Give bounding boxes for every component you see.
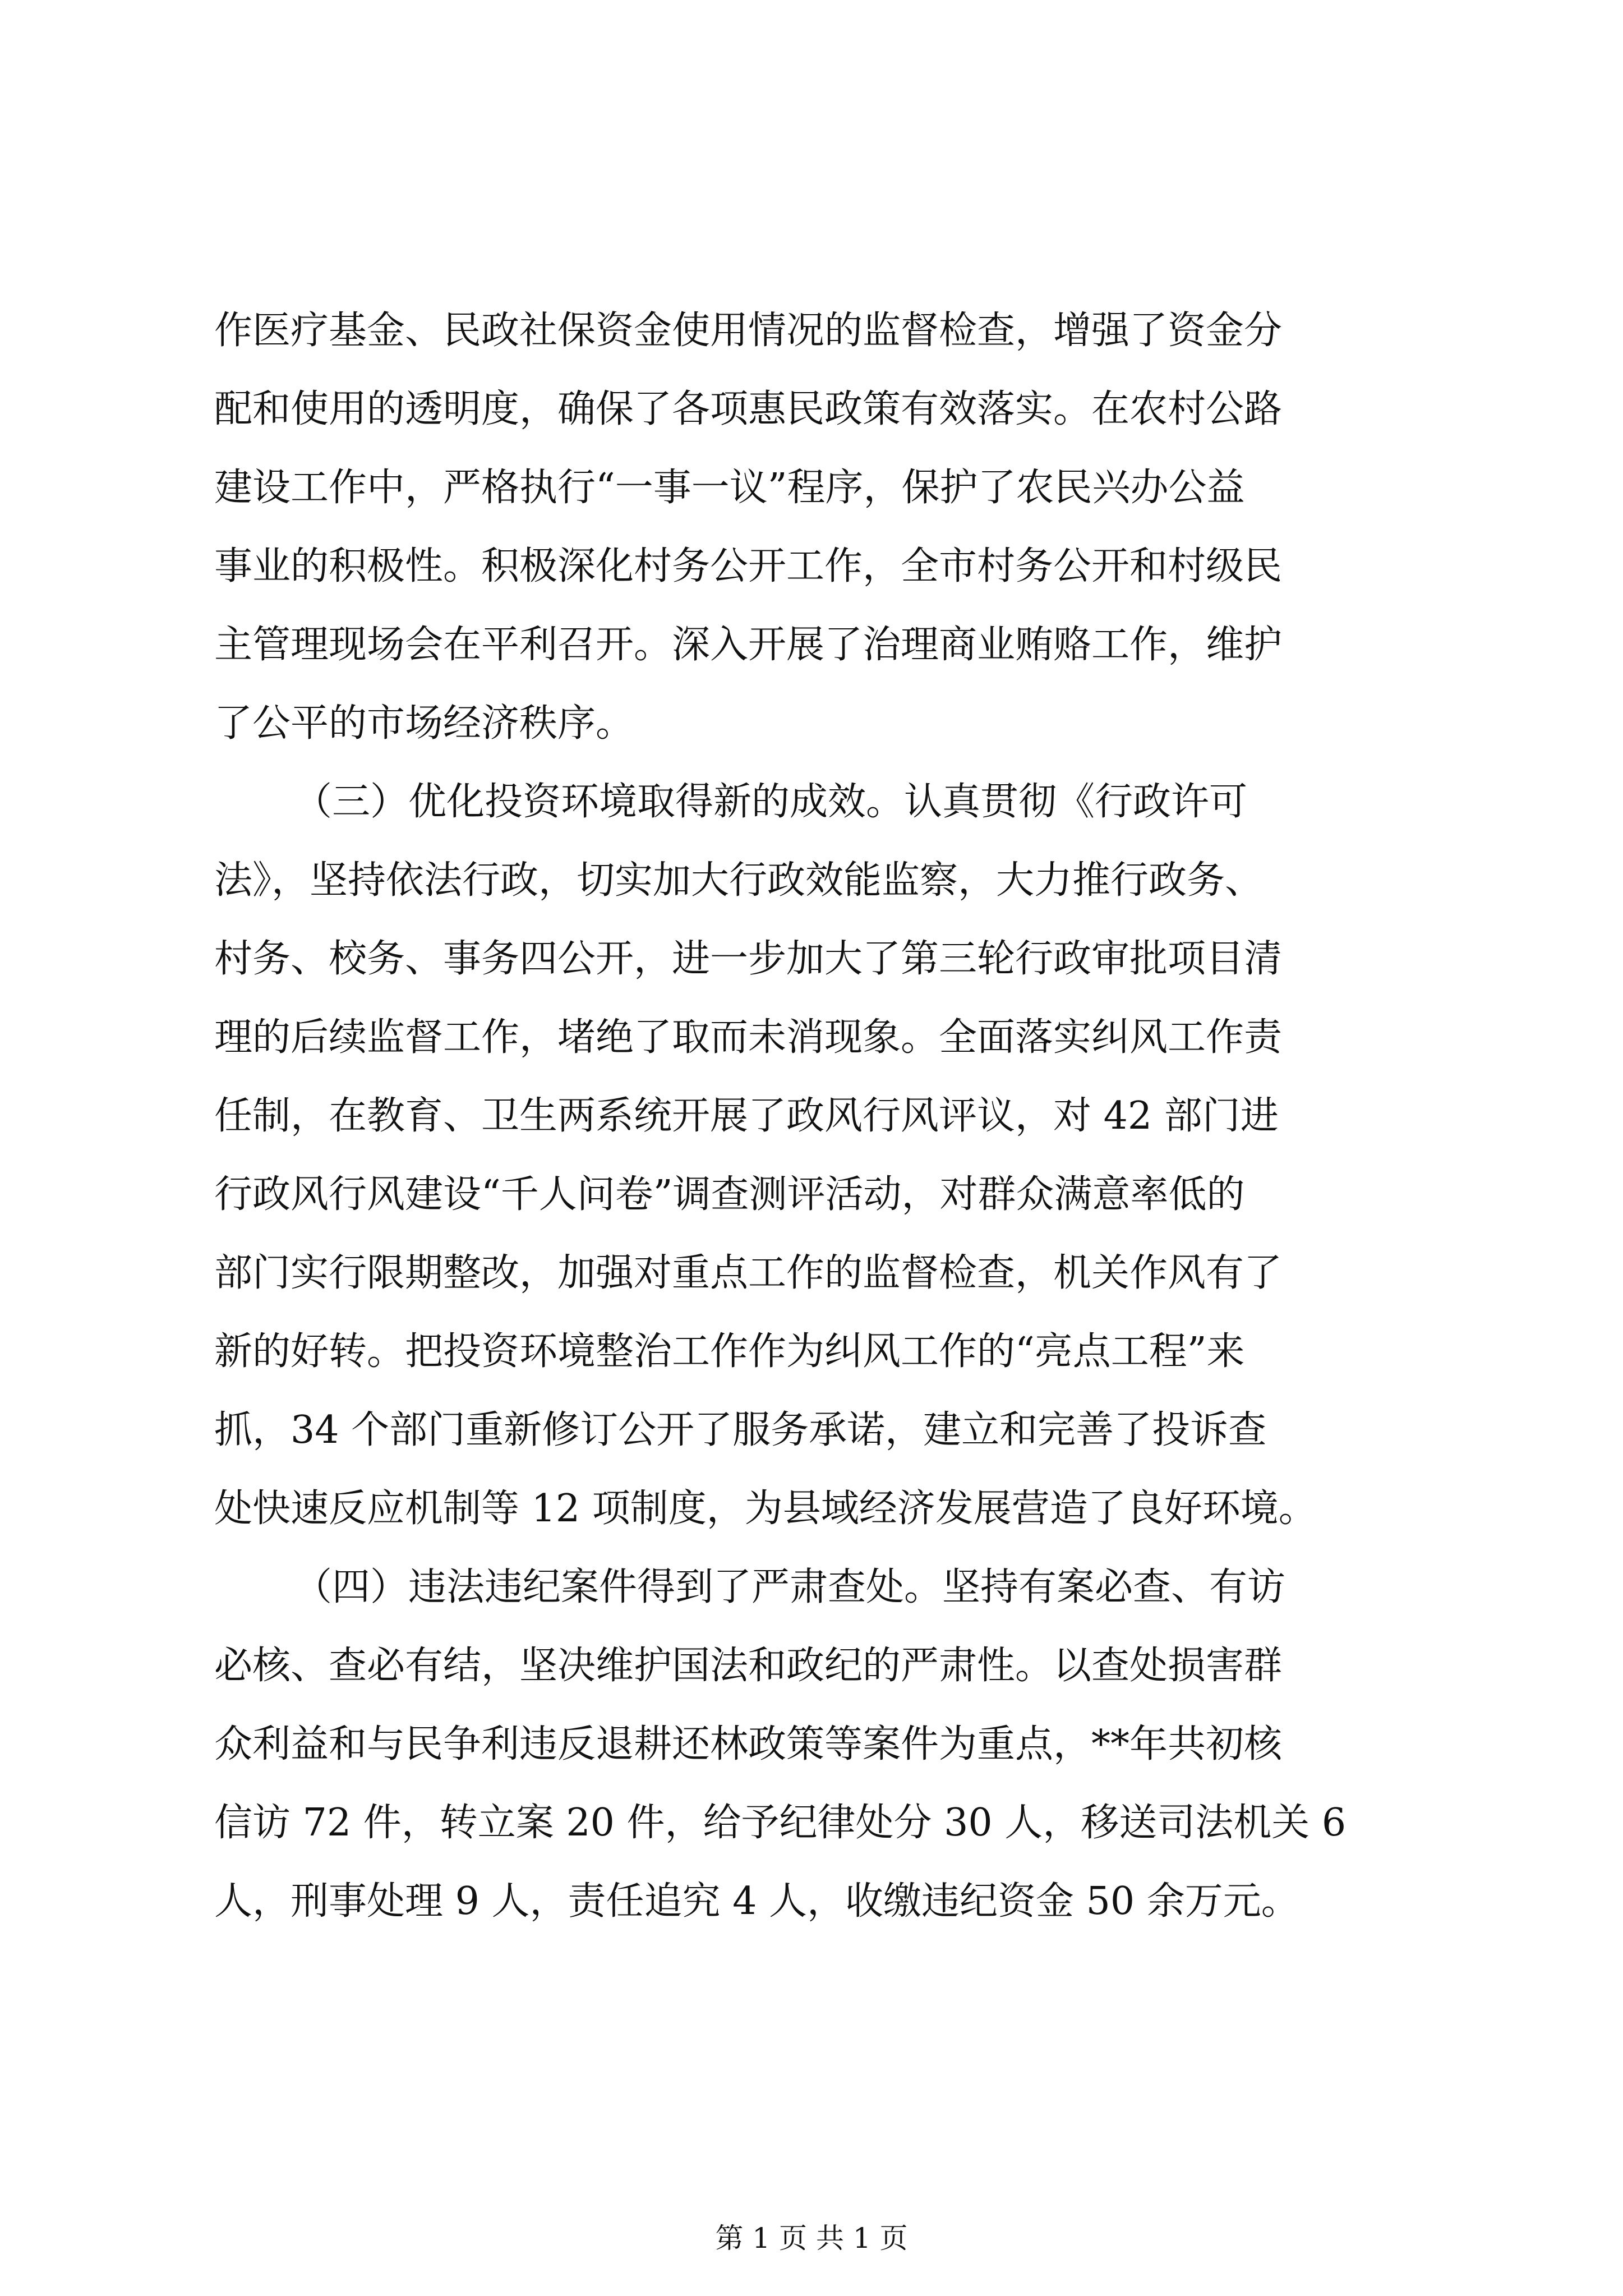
text-line: 抓，34 个部门重新修订公开了服务承诺，建立和完善了投诉查 xyxy=(214,1408,1267,1452)
text-line: 部门实行限期整改，加强对重点工作的监督检查，机关作风有了 xyxy=(214,1251,1283,1295)
body-text xyxy=(214,292,1414,1941)
text-line: 处快速反应机制等 12 项制度，为县域经济发展营造了良好环境。 xyxy=(214,1487,1317,1531)
text-line: 新的好转。把投资环境整治工作作为纠风工作的“亮点工程”来 xyxy=(214,1329,1245,1374)
text-line: 行政风行风建设“千人问卷”调查测评活动，对群众满意率低的 xyxy=(214,1172,1245,1217)
text-line: 人，刑事处理 9 人，责任追究 4 人，收缴违纪资金 50 余万元。 xyxy=(214,1879,1299,1924)
text-line: 众利益和与民争利违反退耕还林政策等案件为重点，**年共初核 xyxy=(214,1722,1283,1766)
text-line: 村务、校务、事务四公开，进一步加大了第三轮行政审批项目清 xyxy=(214,937,1283,981)
text-line: 了公平的市场经济秩序。 xyxy=(214,701,634,746)
text-line: 信访 72 件，转立案 20 件，给予纪律处分 30 人，移送司法机关 6 xyxy=(214,1801,1347,1845)
section-three-heading-line: （三）优化投资环境取得新的成效。认真贯彻《行政许可 xyxy=(294,780,1248,824)
text-line: 作医疗基金、民政社保资金使用情况的监督检查，增强了资金分 xyxy=(214,309,1283,353)
text-line: 事业的积极性。积极深化村务公开工作，全市村务公开和村级民 xyxy=(214,544,1283,588)
page-number-footer: 第 1 页 共 1 页 xyxy=(715,2222,908,2254)
text-line: 必核、查必有结，坚决维护国法和政纪的严肃性。以查处损害群 xyxy=(214,1644,1283,1688)
section-four-heading-line: （四）违法违纪案件得到了严肃查处。坚持有案必查、有访 xyxy=(294,1565,1286,1609)
text-line: 配和使用的透明度，确保了各项惠民政策有效落实。在农村公路 xyxy=(214,387,1283,431)
text-line: 主管理现场会在平利召开。深入开展了治理商业贿赂工作，维护 xyxy=(214,623,1283,667)
text-line: 任制，在教育、卫生两系统开展了政风行风评议，对 42 部门进 xyxy=(214,1094,1279,1138)
text-line: 理的后续监督工作，堵绝了取而未消现象。全面落实纠风工作责 xyxy=(214,1015,1283,1060)
text-line: 法》，坚持依法行政，切实加大行政效能监察，大力推行政务、 xyxy=(214,858,1264,903)
text-line: 建设工作中，严格执行“一事一议”程序，保护了农民兴办公益 xyxy=(214,466,1245,510)
